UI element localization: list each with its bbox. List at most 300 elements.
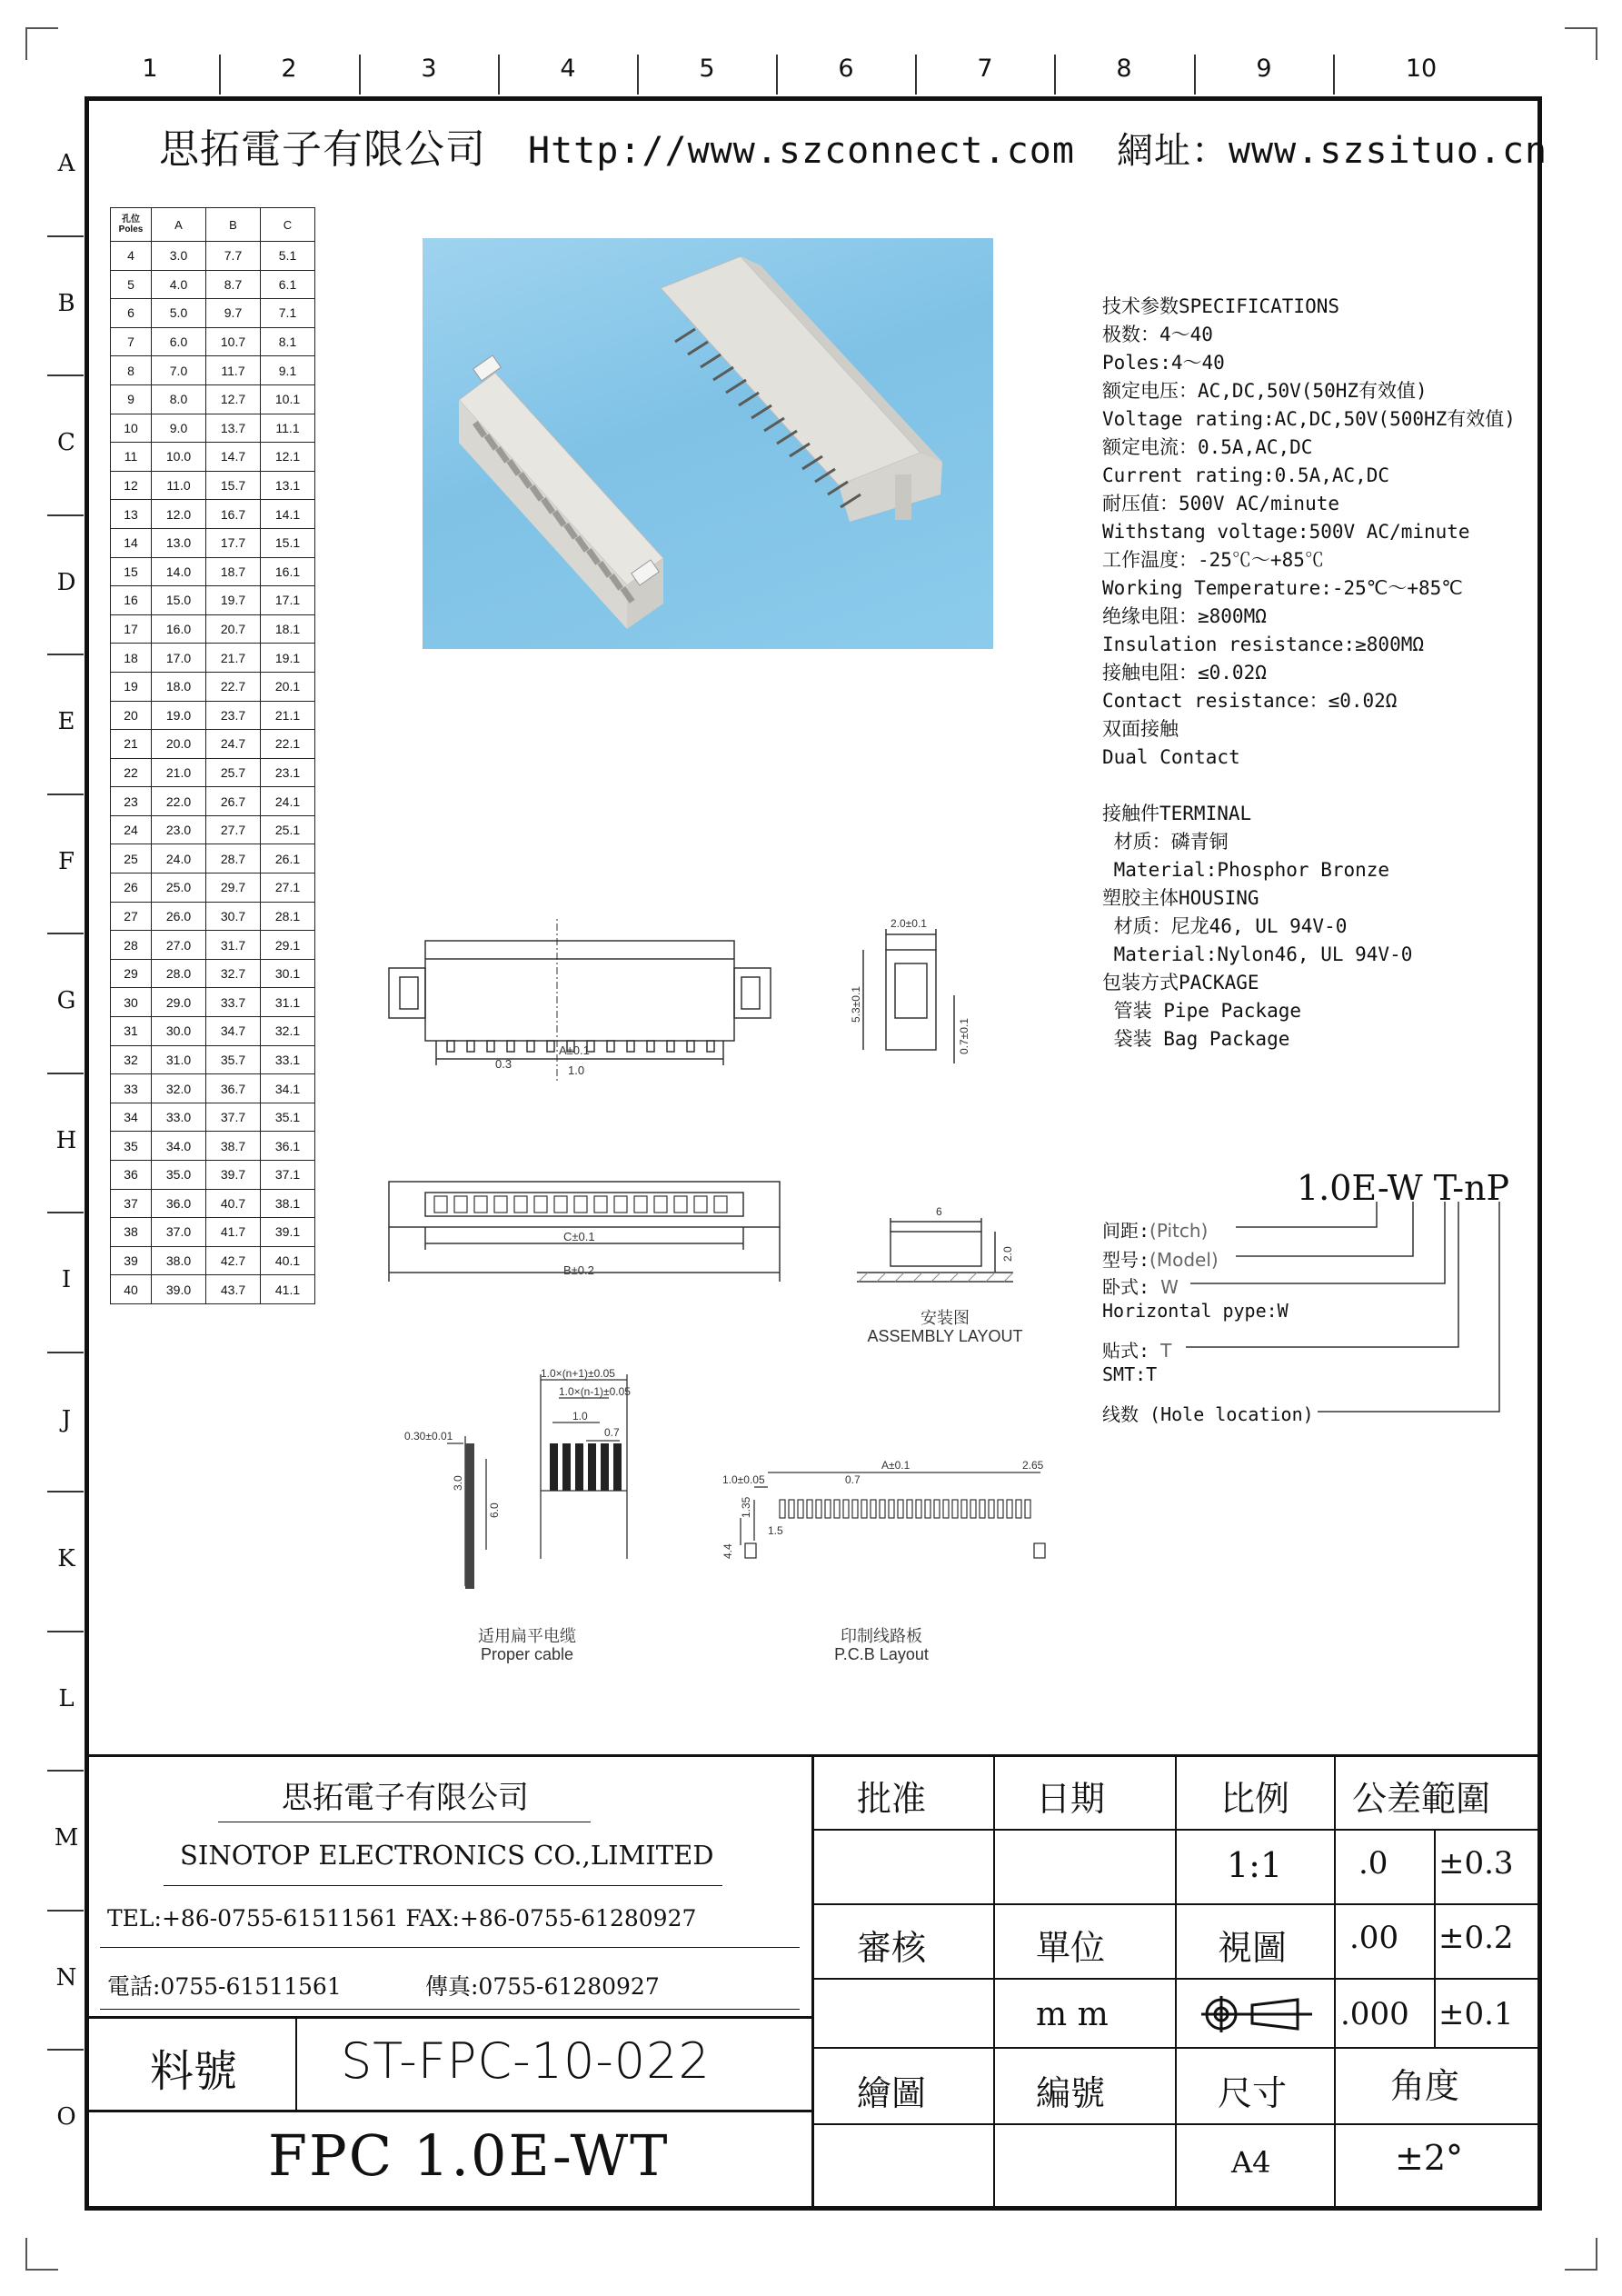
legend-pitch: 间距:(Pitch) [1102,1220,1209,1242]
spec-line: 管装 Pipe Package [1102,1000,1302,1022]
tb-angle-value: ±2° [1395,2138,1464,2178]
table-cell: 28.7 [206,844,261,873]
pcb-pad [852,1500,858,1518]
pcb-pad [961,1500,967,1518]
table-cell: 20 [111,701,152,730]
table-cell: 24 [111,815,152,844]
projection-symbol-icon [1198,1992,1318,2036]
contact-slot [674,1196,687,1213]
cable-dim-07: 0.7 [604,1426,620,1439]
column-number: 10 [1405,55,1438,83]
table-cell: 26.7 [206,787,261,816]
table-row [111,931,315,960]
pcb-pad [880,1500,885,1518]
row-letter: G [56,987,76,1014]
legend-horizontal: 卧式: W [1102,1276,1179,1298]
pcb-pad [1007,1500,1012,1518]
table-cell: 25 [111,844,152,873]
table-cell: 34.0 [152,1132,206,1161]
table-cell: 23.0 [152,815,206,844]
table-cell: 38.7 [206,1132,261,1161]
table-cell: 23.7 [206,701,261,730]
cable-conductor [588,1443,596,1491]
column-tick [1333,55,1335,95]
table-cell: 28 [111,931,152,960]
table-cell: 36.1 [261,1132,315,1161]
table-row [111,758,315,787]
table-row [111,471,315,500]
contact-slot [654,1196,667,1213]
pin [688,342,708,354]
tb-paper: A4 [1231,2145,1271,2180]
column-number: 5 [699,55,715,83]
table-cell: 25.0 [152,873,206,903]
table-cell: 5.1 [261,242,315,271]
cable-conductor [575,1443,583,1491]
table-row [111,1045,315,1074]
table-row [111,787,315,816]
side-view-drawing [845,909,981,1091]
table-cell: 28.0 [152,959,206,988]
table-header: A [152,208,206,242]
table-row [111,873,315,903]
pcb-pad [861,1500,867,1518]
tb-unit: m m [1036,1996,1109,2033]
table-row [111,959,315,988]
cable-caption: 适用扁平电缆 Proper cable [478,1627,576,1663]
table-cell: 29.1 [261,931,315,960]
table-row [111,1161,315,1190]
table-cell: 31.7 [206,931,261,960]
table-cell: 6 [111,299,152,328]
pin [675,329,695,342]
pcb-pad [1025,1500,1030,1518]
table-cell: 20.7 [206,614,261,644]
crop-mark-top-left [25,27,58,60]
table-cell: 26.0 [152,902,206,931]
table-cell: 21 [111,730,152,759]
table-cell: 40.7 [206,1189,261,1218]
contact-leg [507,1041,514,1052]
part-code: 1.0E-W T-nP [1297,1168,1510,1208]
table-cell: 20.0 [152,730,206,759]
tb-tolerance-label: 公差範圍 [1352,1779,1491,1819]
table-cell: 37.7 [206,1103,261,1132]
column-number: 6 [838,55,854,83]
table-cell: 8 [111,356,152,385]
cable-dim-n-1: 1.0×(n-1)±0.05 [559,1385,631,1398]
spec-line: Material:Phosphor Bronze [1102,859,1390,881]
column-number: 4 [560,55,576,83]
column-tick [776,55,778,95]
table-header: 孔位 Poles [111,208,152,242]
column-tick [915,55,917,95]
contact-leg [647,1041,654,1052]
column-tick [359,55,361,95]
tb-company-en: SINOTOP ELECTRONICS CO.,LIMITED [180,1840,714,1871]
table-row [111,528,315,557]
table-cell: 22.1 [261,730,315,759]
table-cell: 10 [111,414,152,443]
table-cell: 6.0 [152,327,206,356]
assembly-dim-height: 2.0 [1001,1246,1014,1262]
pcb-dim-44: 4.4 [721,1543,734,1559]
table-row [111,586,315,615]
assembly-drawing [850,1200,1050,1300]
table-row [111,815,315,844]
table-cell: 22.7 [206,672,261,701]
tb-part-no-label: 料號 [150,2046,238,2097]
pcb-layout-drawing [718,1454,1063,1591]
tb-number: 編號 [1036,2073,1106,2113]
table-row [111,730,315,759]
table-cell: 21.0 [152,758,206,787]
pcb-pad [871,1500,876,1518]
table-cell: 33.0 [152,1103,206,1132]
pcb-dim-15: 1.5 [768,1524,783,1537]
pin [726,380,746,393]
spec-line: Material:Nylon46, UL 94V-0 [1102,943,1413,965]
table-cell: 39.7 [206,1161,261,1190]
table-cell: 7 [111,327,152,356]
table-cell: 21.1 [261,701,315,730]
spec-line: 工作温度：-25℃～+85℃ [1102,549,1324,571]
table-cell: 9.7 [206,299,261,328]
table-cell: 12.1 [261,443,315,472]
table-cell: 41.7 [206,1218,261,1247]
table-row [111,614,315,644]
contact-leg [667,1041,674,1052]
table-row [111,270,315,299]
front-view-drawing [382,918,781,1300]
column-number: 7 [977,55,993,83]
pole-dimension-table [110,207,315,1304]
spec-line: 材质：磷青铜 [1102,831,1229,853]
table-row [111,356,315,385]
spec-line: Insulation resistance:≥800MΩ [1102,634,1425,655]
table-cell: 24.7 [206,730,261,759]
cable-conductor [613,1443,622,1491]
contact-slot [574,1196,587,1213]
row-letter: K [57,1545,75,1572]
pcb-pad [816,1500,821,1518]
table-row [111,1275,315,1304]
crop-mark-bottom-left [25,2238,58,2271]
table-row [111,384,315,414]
row-tick [47,654,84,655]
tb-tol-1: .0 [1358,1845,1388,1882]
table-cell: 26.1 [261,844,315,873]
table-cell: 12.0 [152,500,206,529]
contact-slot [454,1196,467,1213]
pcb-dim-135: 1.35 [740,1496,752,1518]
tb-company-cn: 思拓電子有限公司 [282,1780,529,1816]
table-row [111,1218,315,1247]
table-cell: 41.1 [261,1275,315,1304]
table-cell: 40 [111,1275,152,1304]
table-cell: 37.0 [152,1218,206,1247]
pin [739,393,759,405]
contact-slot [694,1196,707,1213]
contact-slot [514,1196,527,1213]
cable-drawing [400,1363,691,1609]
table-cell: 10.1 [261,384,315,414]
table-cell: 28.1 [261,902,315,931]
table-cell: 9.1 [261,356,315,385]
contact-leg [607,1041,614,1052]
spec-line: 接触电阻：≤0.02Ω [1102,662,1267,684]
tb-product-name: FPC 1.0E-WT [268,2122,670,2189]
table-cell: 33.1 [261,1045,315,1074]
row-tick [47,374,84,376]
table-cell: 27 [111,902,152,931]
row-letter: M [54,1824,79,1852]
pcb-pad [898,1500,903,1518]
table-cell: 19 [111,672,152,701]
table-cell: 32 [111,1045,152,1074]
legend-horizontal-en: Horizontal pype:W [1102,1300,1289,1322]
legend-holes: 线数 (Hole location) [1102,1403,1314,1425]
table-cell: 15.7 [206,471,261,500]
drawing-header [159,116,1589,175]
pcb-pad [780,1500,785,1518]
bottom-dim-c: C±0.1 [563,1230,595,1243]
crop-mark-top-right [1565,27,1597,60]
cable-conductor [550,1443,558,1491]
table-cell: 12 [111,471,152,500]
row-letter: E [57,708,75,735]
cable-conductor [601,1443,609,1491]
table-cell: 20.1 [261,672,315,701]
legend-smt: 贴式: T [1102,1340,1172,1362]
spec-line: 额定电流：0.5A,AC,DC [1102,436,1313,458]
row-letter: N [55,1963,77,1992]
table-cell: 17 [111,614,152,644]
pcb-pad [1016,1500,1021,1518]
table-cell: 35.7 [206,1045,261,1074]
spec-line: Working Temperature:-25℃～+85℃ [1102,577,1463,599]
table-cell: 16 [111,586,152,615]
table-cell: 39.0 [152,1275,206,1304]
table-cell: 31.1 [261,988,315,1017]
table-cell: 5.0 [152,299,206,328]
spec-line: 双面接触 [1102,718,1179,740]
table-cell: 14.0 [152,557,206,586]
table-cell: 7.1 [261,299,315,328]
tb-scale-label: 比例 [1220,1779,1290,1819]
row-letter: H [55,1126,77,1154]
contact-leg [447,1041,454,1052]
front-dim-pitch-10: 1.0 [568,1063,585,1077]
spec-line: 包装方式PACKAGE [1102,972,1259,993]
table-cell: 5 [111,270,152,299]
table-row [111,500,315,529]
pcb-dim-265: 2.65 [1022,1459,1044,1472]
contact-slot [554,1196,567,1213]
table-cell: 9 [111,384,152,414]
row-letter: D [56,568,76,596]
table-cell: 43.7 [206,1275,261,1304]
table-cell: 22 [111,758,152,787]
pin [777,431,797,444]
table-cell: 15 [111,557,152,586]
tb-fax-cn: 傳真:0755-61280927 [425,1973,660,2000]
column-number: 8 [1116,55,1132,83]
spec-line: 塑胶主体HOUSING [1102,887,1259,909]
contact-slot [714,1196,727,1213]
pin [751,405,771,418]
table-cell: 11.0 [152,471,206,500]
tb-review: 審核 [857,1928,927,1968]
pcb-pad [989,1500,994,1518]
table-cell: 11 [111,443,152,472]
table-row [111,844,315,873]
connector-front [459,355,663,629]
table-cell: 21.7 [206,644,261,673]
table-cell: 4 [111,242,152,271]
pcb-dim-07: 0.7 [845,1473,861,1486]
contact-slot [614,1196,627,1213]
assembly-caption: 安装图 ASSEMBLY LAYOUT [867,1309,1023,1345]
table-cell: 19.7 [206,586,261,615]
pcb-pad [970,1500,976,1518]
cable-dim-n1: 1.0×(n+1)±0.05 [541,1367,615,1380]
row-tick [47,2049,84,2051]
column-number: 9 [1256,55,1272,83]
pcb-dim-10: 1.0±0.05 [722,1473,765,1486]
connector-rear [661,256,942,522]
row-letter: A [57,150,75,177]
cable-dim-10: 1.0 [572,1410,588,1423]
front-dim-a: A±0.1 [559,1043,590,1057]
specifications [1102,293,1516,1053]
table-cell: 8.7 [206,270,261,299]
contact-slot [534,1196,547,1213]
pcb-pad [998,1500,1003,1518]
table-cell: 14.1 [261,500,315,529]
table-cell: 17.0 [152,644,206,673]
table-cell: 23.1 [261,758,315,787]
spec-line: 额定电压：AC,DC,50V(50HZ有效值) [1102,380,1428,402]
row-tick [47,1212,84,1213]
spec-line: Poles:4～40 [1102,352,1225,374]
spec-line: 袋装 Bag Package [1102,1028,1290,1050]
table-cell: 27.7 [206,815,261,844]
header-website: Http://www.szconnect.com [528,130,1075,172]
contact-slot [494,1196,507,1213]
table-cell: 35.0 [152,1161,206,1190]
pcb-pad [798,1500,803,1518]
contact-slot [594,1196,607,1213]
row-tick [47,1770,84,1772]
pcb-pad [825,1500,831,1518]
spec-line [1102,772,1516,800]
table-cell: 13.0 [152,528,206,557]
tb-tel-fax: TEL:+86-0755-61511561 FAX:+86-0755-61280927 [107,1905,697,1932]
table-row [111,443,315,472]
table-cell: 26 [111,873,152,903]
table-row [111,701,315,730]
side-dim-width: 2.0±0.1 [891,917,927,930]
table-cell: 24.0 [152,844,206,873]
table-cell: 29.0 [152,988,206,1017]
table-cell: 39 [111,1246,152,1275]
pin [764,418,784,431]
pcb-dim-a: A±0.1 [881,1459,911,1472]
table-cell: 38 [111,1218,152,1247]
tb-tol-3-value: ±0.1 [1438,1996,1514,2032]
contact-leg [467,1041,474,1052]
table-cell: 18.1 [261,614,315,644]
tb-view-label: 視圖 [1218,1928,1288,1968]
table-cell: 33.7 [206,988,261,1017]
table-cell: 30 [111,988,152,1017]
table-cell: 33 [111,1074,152,1103]
header-website-cn: 網址：www.szsituo.cn [1116,130,1548,172]
row-letter: L [58,1684,75,1712]
table-cell: 8.1 [261,327,315,356]
pin [701,354,721,367]
contact-leg [487,1041,494,1052]
row-tick [47,1910,84,1912]
table-cell: 13.1 [261,471,315,500]
row-tick [47,1352,84,1353]
table-cell: 14 [111,528,152,557]
table-row [111,1017,315,1046]
table-cell: 34.7 [206,1017,261,1046]
table-cell: 3.0 [152,242,206,271]
table-cell: 7.7 [206,242,261,271]
spec-line: 接触件TERMINAL [1102,803,1252,824]
table-cell: 17.7 [206,528,261,557]
table-cell: 27.0 [152,931,206,960]
table-cell: 18 [111,644,152,673]
table-row [111,327,315,356]
contact-leg [687,1041,694,1052]
pcb-pad [943,1500,949,1518]
table-cell: 35 [111,1132,152,1161]
table-header: B [206,208,261,242]
column-number: 3 [421,55,437,83]
table-cell: 10.7 [206,327,261,356]
table-cell: 34 [111,1103,152,1132]
spec-line: 技术参数SPECIFICATIONS [1102,295,1340,317]
table-cell: 42.7 [206,1246,261,1275]
table-row [111,1103,315,1132]
column-tick [498,55,500,95]
table-cell: 32.1 [261,1017,315,1046]
spec-line: 绝缘电阻：≥800MΩ [1102,605,1267,627]
column-number: 2 [281,55,297,83]
pcb-pad [907,1500,912,1518]
contact-slot [634,1196,647,1213]
table-row [111,1132,315,1161]
row-tick [47,1631,84,1632]
table-row [111,242,315,271]
table-cell: 19.1 [261,644,315,673]
table-cell: 29.7 [206,873,261,903]
row-tick [47,1491,84,1492]
column-number: 1 [142,55,158,83]
table-cell: 30.7 [206,902,261,931]
table-cell: 24.1 [261,787,315,816]
spec-line: Current rating:0.5A,AC,DC [1102,464,1390,486]
table-cell: 11.7 [206,356,261,385]
row-tick [47,794,84,795]
crop-mark-bottom-right [1565,2238,1597,2271]
tb-approve: 批准 [857,1779,927,1819]
column-tick [637,55,639,95]
